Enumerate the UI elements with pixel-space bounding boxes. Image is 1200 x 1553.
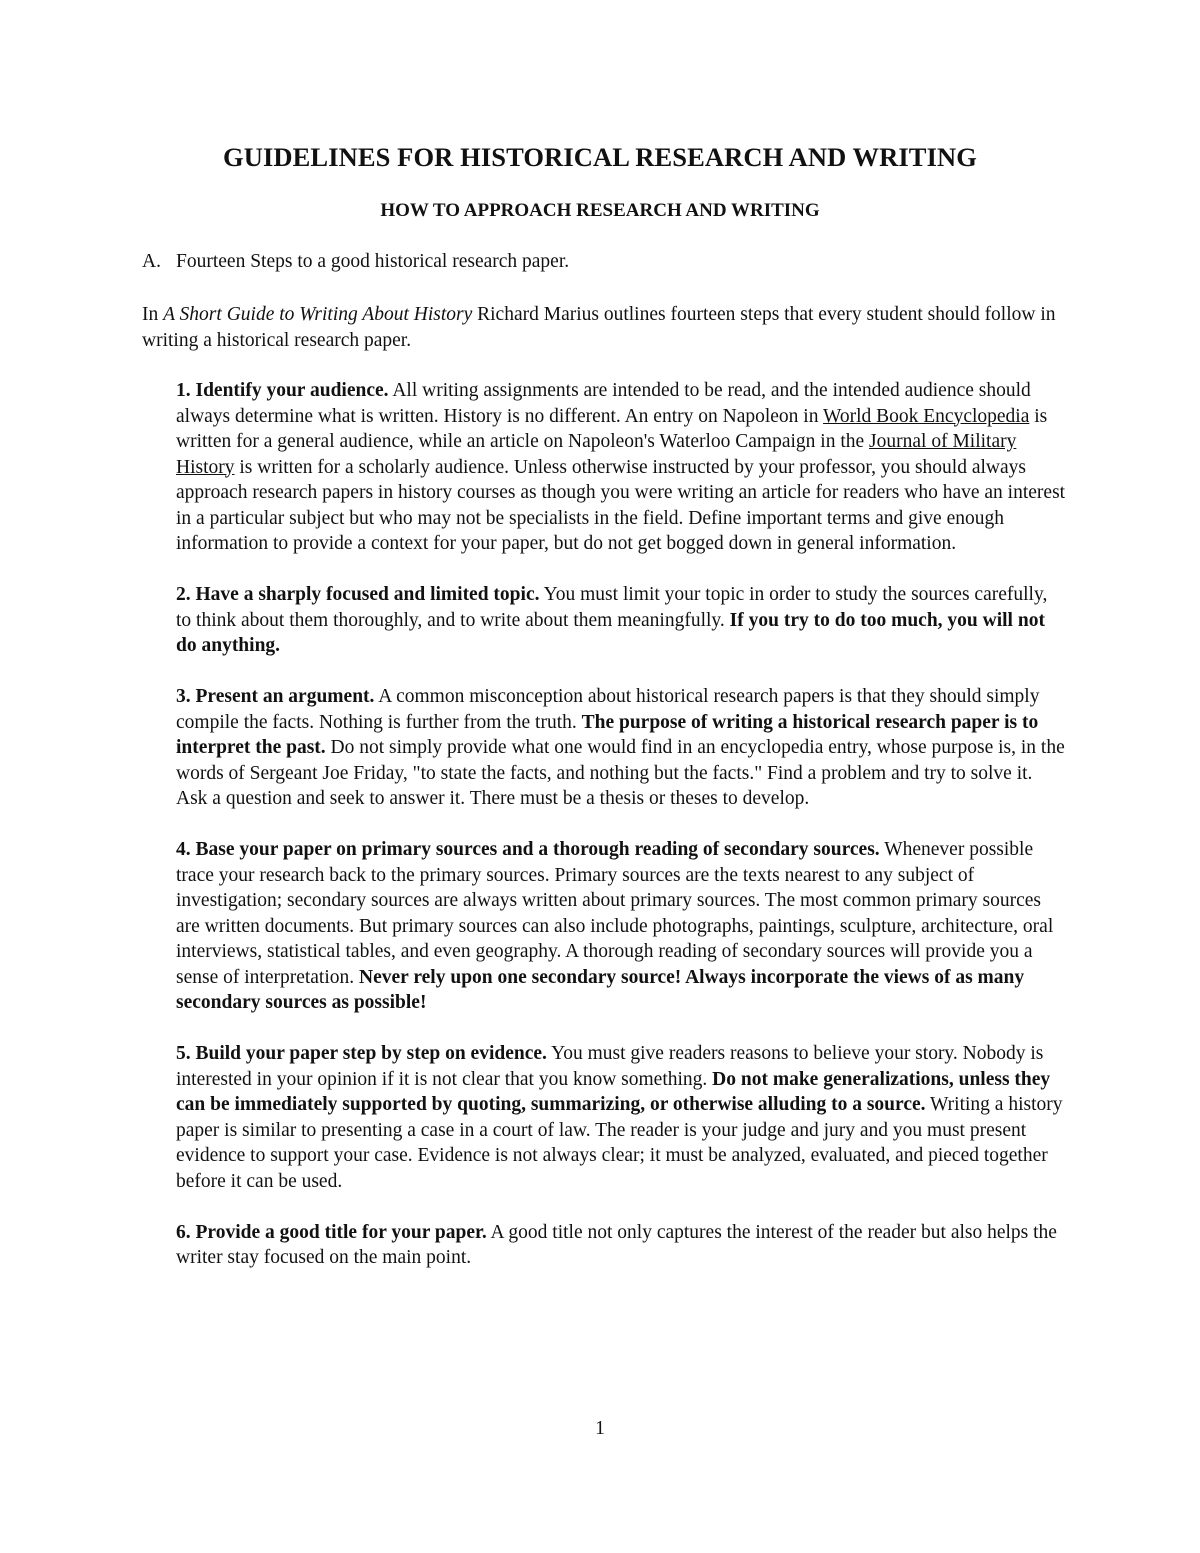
step-3-heading: Present an argument. [195, 686, 375, 707]
step-6 [176, 1220, 1066, 1271]
step-5-emphasis: Do not make generalizations, unless they can be immediately supported by quoting, summarizing, or otherwise alluding to a source. [176, 1068, 1051, 1115]
step-3-text-b: Do not simply provide what one would find in an encyclopedia entry, whose purpose is, in the words of Sergeant Joe Friday, "to state the facts, and nothing but the facts." Find a problem and try to solve it. Ask a question and seek to answer it. There must be a thesis or theses to develop. [176, 737, 1065, 809]
step-1 [176, 378, 1066, 557]
step-4-number: 4. [176, 839, 191, 860]
step-4-emphasis: Never rely upon one secondary source! Always incorporate the views of as many secondary sources as possible! [176, 966, 1025, 1013]
step-1-text-b: is written for a general audience, while an article on Napoleon's Waterloo Campaign in the [176, 405, 1048, 452]
step-1-reference-world-book: World Book Encyclopedia [823, 405, 1030, 427]
step-2-number: 2. [176, 584, 191, 605]
intro-rest: Richard Marius outlines fourteen steps that every student should follow in writing a historical research paper. [142, 304, 1056, 351]
section-a-heading [142, 251, 569, 273]
step-3-text-a: A common misconception about historical research papers is that they should simply compile the facts. Nothing is further from the truth. [176, 686, 1040, 733]
step-2 [176, 582, 1066, 659]
step-3 [176, 684, 1066, 812]
step-6-heading: Provide a good title for your paper. [195, 1221, 487, 1243]
step-2-text-a: You must limit your topic in order to study the sources carefully, to think about them thoroughly, and to write about them meaningfully. [176, 584, 1048, 631]
step-1-heading: Identify your audience. [195, 380, 389, 401]
step-1-text-a: All writing assignments are intended to be read, and the intended audience should always determine what is written. History is no different. An entry on Napoleon in [176, 380, 1031, 427]
document-subtitle: HOW TO APPROACH RESEARCH AND WRITING [380, 200, 820, 221]
section-a-letter: A. [142, 251, 161, 272]
step-2-emphasis: If you try to do too much, you will not do anything. [176, 609, 1045, 656]
step-3-number: 3. [176, 686, 191, 707]
step-6-number: 6. [176, 1221, 191, 1243]
step-4 [176, 837, 1066, 1016]
step-1-text-c: is written for a scholarly audience. Unless otherwise instructed by your professor, you should always approach research papers in history courses as though you were writing an article for readers who have an interest in a particular subject but who may not be specialists in the field. Define important terms and give enough information to provide a context for your paper, but do not get bogged down in general information. [176, 456, 1066, 554]
step-1-number: 1. [176, 380, 191, 401]
step-4-text-a: Whenever possible trace your research back to the primary sources. Primary sources are the texts nearest to any subject of investigation; secondary sources are always written about primary sources. The most common primary sources are written documents. But primary sources can also include photographs, paintings, sculpture, architecture, oral interviews, statistical tables, and even geography. A thorough reading of secondary sources will provide you a sense of interpretation. [176, 839, 1054, 988]
document-title: GUIDELINES FOR HISTORICAL RESEARCH AND WRITING [223, 142, 977, 172]
step-5-text-b: Writing a history paper is similar to presenting a case in a court of law. The reader is your judge and jury and you must present evidence to support your case. Evidence is not always clear; it must be analyzed, evaluated, and pieced together before it can be used. [176, 1094, 1063, 1192]
intro-lead: In [142, 304, 164, 325]
step-5-text-a: You must give readers reasons to believe your story. Nobody is interested in your opinion if it is not clear that you know something. [176, 1043, 1044, 1090]
steps-list [176, 378, 1066, 1296]
page-number: 1 [595, 1418, 605, 1439]
intro-book-title: A Short Guide to Writing About History [163, 304, 473, 325]
section-a-text: Fourteen Steps to a good historical research paper. [176, 251, 570, 272]
step-3-emphasis: The purpose of writing a historical research paper is to interpret the past. [176, 711, 1039, 758]
step-5-number: 5. [176, 1043, 191, 1064]
intro-paragraph [142, 302, 1062, 353]
step-5-heading: Build your paper step by step on evidence. [195, 1043, 547, 1064]
step-6-text-a: A good title not only captures the interest of the reader but also helps the writer stay focused on the main point. [176, 1221, 1057, 1268]
step-4-heading: Base your paper on primary sources and a thorough reading of secondary sources. [195, 839, 880, 860]
step-5 [176, 1041, 1066, 1194]
step-2-heading: Have a sharply focused and limited topic. [195, 584, 540, 605]
step-1-reference-journal: Journal of Military History [176, 431, 1017, 478]
